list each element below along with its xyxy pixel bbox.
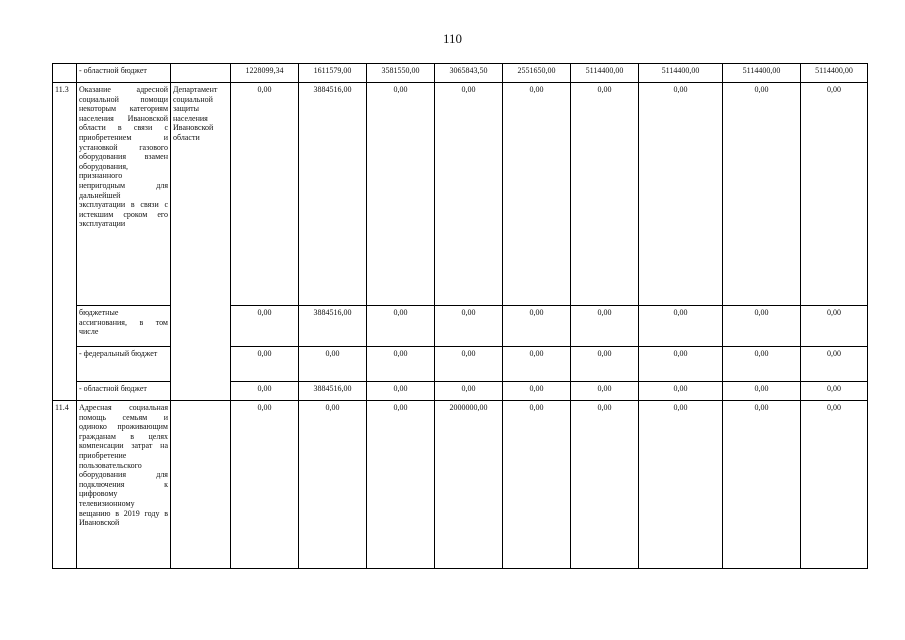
budget-table xyxy=(52,63,868,569)
value-cell: 0,00 xyxy=(571,83,639,306)
row-number: 11.3 xyxy=(53,83,77,401)
value-cell: 0,00 xyxy=(639,401,723,569)
value-cell: 0,00 xyxy=(503,306,571,347)
value-cell: 5114400,00 xyxy=(571,64,639,83)
value-cell: 0,00 xyxy=(503,401,571,569)
value-cell: 2000000,00 xyxy=(435,401,503,569)
table-row xyxy=(53,83,868,306)
value-cell: 3884516,00 xyxy=(299,382,367,401)
row-number: 11.4 xyxy=(53,401,77,569)
value-cell: 0,00 xyxy=(503,382,571,401)
value-cell: 0,00 xyxy=(571,347,639,382)
value-cell: 0,00 xyxy=(231,83,299,306)
row-name: - федеральный бюджет xyxy=(77,347,171,382)
row-name: бюджетные ассигнования, в том числе xyxy=(77,306,171,347)
value-cell: 0,00 xyxy=(639,306,723,347)
value-cell: 0,00 xyxy=(571,382,639,401)
value-cell: 3065843,50 xyxy=(435,64,503,83)
value-cell: 0,00 xyxy=(639,83,723,306)
value-cell: 0,00 xyxy=(367,382,435,401)
value-cell: 0,00 xyxy=(231,382,299,401)
value-cell: 0,00 xyxy=(503,347,571,382)
value-cell: 0,00 xyxy=(435,306,503,347)
value-cell: 0,00 xyxy=(723,83,801,306)
value-cell: 0,00 xyxy=(571,401,639,569)
value-cell: 0,00 xyxy=(231,401,299,569)
row-executor: Департамент социальной защиты населения Ивановской области xyxy=(171,83,231,401)
value-cell: 0,00 xyxy=(435,347,503,382)
value-cell: 0,00 xyxy=(801,401,868,569)
value-cell: 5114400,00 xyxy=(723,64,801,83)
value-cell: 0,00 xyxy=(367,306,435,347)
value-cell: 0,00 xyxy=(801,83,868,306)
value-cell: 0,00 xyxy=(435,382,503,401)
value-cell: 0,00 xyxy=(723,306,801,347)
value-cell: 1228099,34 xyxy=(231,64,299,83)
value-cell: 0,00 xyxy=(639,382,723,401)
value-cell: 0,00 xyxy=(367,83,435,306)
value-cell: 1611579,00 xyxy=(299,64,367,83)
value-cell: 2551650,00 xyxy=(503,64,571,83)
value-cell: 3884516,00 xyxy=(299,83,367,306)
table-row xyxy=(53,64,868,83)
table-row xyxy=(53,401,868,569)
value-cell: 0,00 xyxy=(723,401,801,569)
value-cell: 5114400,00 xyxy=(801,64,868,83)
row-name: Адресная социальная помощь семьям и одиноко проживающим гражданам в целях компенсации затрат на приобретение пользовательского оборудования для подключения к цифровому телевизионному вещанию в 2019 году в Ивановской xyxy=(77,401,171,569)
value-cell: 0,00 xyxy=(367,347,435,382)
value-cell: 0,00 xyxy=(801,347,868,382)
value-cell: 0,00 xyxy=(503,83,571,306)
value-cell: 3884516,00 xyxy=(299,306,367,347)
value-cell: 5114400,00 xyxy=(639,64,723,83)
value-cell: 0,00 xyxy=(801,306,868,347)
row-executor xyxy=(171,401,231,569)
row-name: - областной бюджет xyxy=(77,382,171,401)
value-cell: 0,00 xyxy=(299,347,367,382)
value-cell: 3581550,00 xyxy=(367,64,435,83)
row-number xyxy=(53,64,77,83)
row-executor xyxy=(171,64,231,83)
value-cell: 0,00 xyxy=(723,382,801,401)
row-name: Оказание адресной социальной помощи некоторым категориям населения Ивановской области в связи с приобретением и установкой газового оборудования взамен оборудования, признанного непригодным для дальнейшей эксплуатации в связи с истекшим сроком его эксплуатации xyxy=(77,83,171,306)
page-number: 110 xyxy=(442,31,463,46)
value-cell: 0,00 xyxy=(571,306,639,347)
value-cell: 0,00 xyxy=(723,347,801,382)
value-cell: 0,00 xyxy=(367,401,435,569)
value-cell: 0,00 xyxy=(801,382,868,401)
value-cell: 0,00 xyxy=(639,347,723,382)
value-cell: 0,00 xyxy=(435,83,503,306)
row-name: - областной бюджет xyxy=(77,64,171,83)
value-cell: 0,00 xyxy=(231,306,299,347)
value-cell: 0,00 xyxy=(299,401,367,569)
value-cell: 0,00 xyxy=(231,347,299,382)
